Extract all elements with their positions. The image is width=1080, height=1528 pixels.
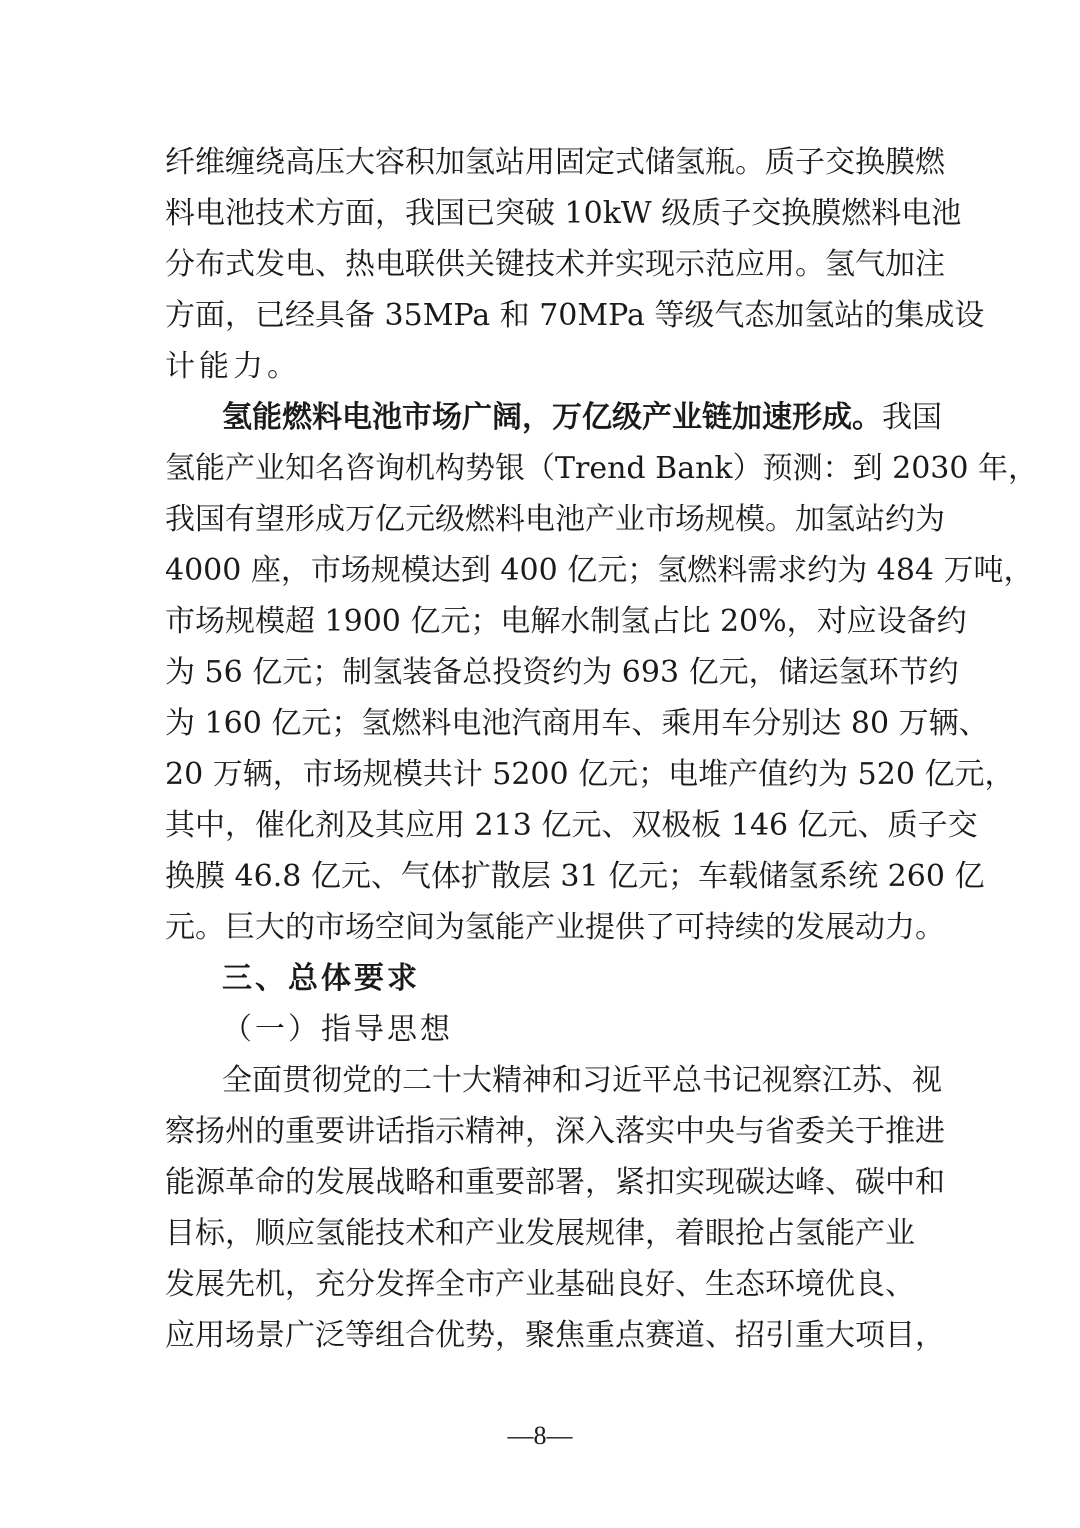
paragraph3-line-4: 目标，顺应氢能技术和产业发展规律，着眼抢占氢能产业 <box>165 1216 915 1251</box>
section-heading: 三、总体要求 <box>222 961 420 996</box>
subsection-heading: （一）指导思想 <box>222 1012 453 1047</box>
paragraph3-line-5: 发展先机，充分发挥全市产业基础良好、生态环境优良、 <box>165 1267 915 1302</box>
paragraph1-line-1: 纤维缠绕高压大容积加氢站用固定式储氢瓶。质子交换膜燃 <box>165 145 945 180</box>
paragraph2-line-3: 我国有望形成万亿元级燃料电池产业市场规模。加氢站约为 <box>165 502 945 537</box>
paragraph1-line-2: 料电池技术方面，我国已突破 10kW 级质子交换膜燃料电池 <box>165 196 962 231</box>
paragraph1-line-4: 方面，已经具备 35MPa 和 70MPa 等级气态加氢站的集成设 <box>165 298 985 333</box>
paragraph2-line-1 <box>222 399 942 437</box>
paragraph3-line-6: 应用场景广泛等组合优势，聚焦重点赛道、招引重大项目， <box>165 1318 945 1353</box>
paragraph1-line-5: 计能力。 <box>165 349 301 384</box>
paragraph2-line-4: 4000 座，市场规模达到 400 亿元；氢燃料需求约为 484 万吨， <box>165 553 1034 588</box>
page-number: —8— <box>507 1421 573 1450</box>
paragraph2-line-7: 为 160 亿元；氢燃料电池汽商用车、乘用车分别达 80 万辆、 <box>165 706 989 741</box>
paragraph2-line-11: 元。巨大的市场空间为氢能产业提供了可持续的发展动力。 <box>165 910 945 945</box>
paragraph3-line-2: 察扬州的重要讲话指示精神，深入落实中央与省委关于推进 <box>165 1114 945 1149</box>
paragraph3-line-1: 全面贯彻党的二十大精神和习近平总书记视察江苏、视 <box>222 1063 942 1098</box>
paragraph2-lead-rest: 我国 <box>882 400 942 435</box>
paragraph2-line-2: 氢能产业知名咨询机构势银（Trend Bank）预测：到 2030 年， <box>165 451 1039 486</box>
paragraph2-line-10: 换膜 46.8 亿元、气体扩散层 31 亿元；车载储氢系统 260 亿 <box>165 859 985 894</box>
paragraph2-line-8: 20 万辆，市场规模共计 5200 亿元；电堆产值约为 520 亿元， <box>165 757 1015 792</box>
paragraph3-line-3: 能源革命的发展战略和重要部署，紧扣实现碳达峰、碳中和 <box>165 1165 945 1200</box>
paragraph2-line-9: 其中，催化剂及其应用 213 亿元、双极板 146 亿元、质子交 <box>165 808 978 843</box>
paragraph2-lead-bold: 氢能燃料电池市场广阔，万亿级产业链加速形成。 <box>222 400 882 435</box>
paragraph2-line-5: 市场规模超 1900 亿元；电解水制氢占比 20%，对应设备约 <box>165 604 967 639</box>
paragraph2-line-6: 为 56 亿元；制氢装备总投资约为 693 亿元，储运氢环节约 <box>165 655 959 690</box>
paragraph1-line-3: 分布式发电、热电联供关键技术并实现示范应用。氢气加注 <box>165 247 945 282</box>
